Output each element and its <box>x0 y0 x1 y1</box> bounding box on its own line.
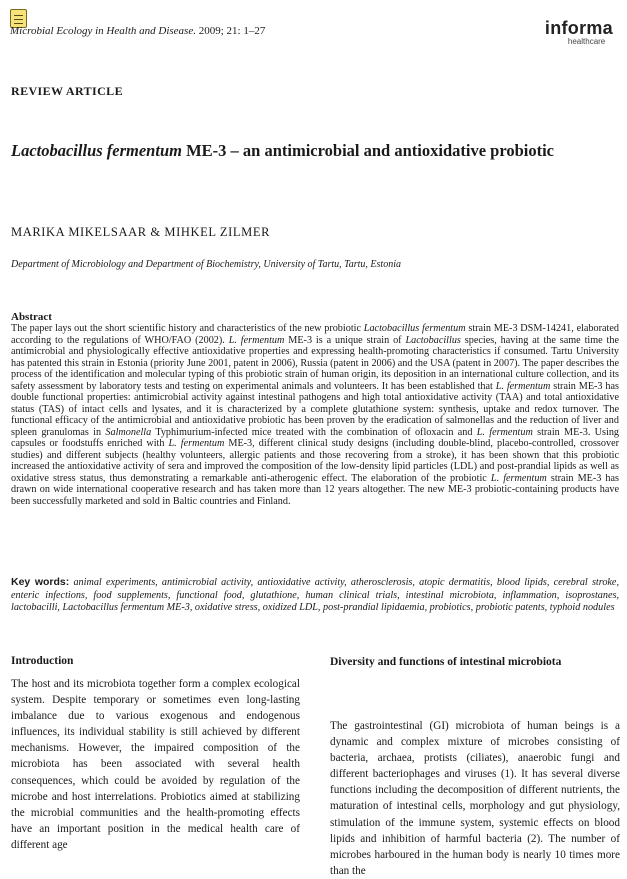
abstract-text: The paper lays out the short scientific history and characteristics of the new probiotic <box>11 323 364 334</box>
abstract-species: L. fermentum <box>476 426 533 438</box>
introduction-heading: Introduction <box>11 655 74 667</box>
authors: MARIKA MIKELSAAR & MIHKEL ZILMER <box>11 225 271 239</box>
abstract-text: ME-3 is a unique strain of <box>284 334 406 346</box>
abstract-species: L. fermentum <box>228 334 285 346</box>
abstract-species: Lactobacillus <box>405 334 461 346</box>
keywords-list: animal experiments, antimicrobial activity, antioxidative activity, atherosclerosis, atopic dermatitis, blood lipids, cerebral stroke, enteric infections, food supplements, functional food, glutathione, human clinical trials, intestinal microbiota, inflammation, isoprostanes, lactobacilli, Lactobacillus fermentum ME-3, oxidative stress, oxidized LDL, post-prandial lipidaemia, probiotics, probiotic patents, typhoid nodules <box>11 577 620 614</box>
title-text: ME-3 – an antimicrobial and antioxidative probiotic <box>181 141 555 160</box>
article-title <box>11 141 616 161</box>
journal-volume: 2009; 21: 1–27 <box>195 25 266 37</box>
abstract-species: Salmonella <box>105 426 152 438</box>
abstract-body <box>11 323 619 507</box>
journal-name: Microbial Ecology in Health and Disease. <box>10 25 196 37</box>
publisher-subtitle: healthcare <box>567 37 606 46</box>
abstract-heading: Abstract <box>11 311 52 323</box>
abstract-species: Lactobacillus fermentum <box>363 323 466 334</box>
abstract-species: L. fermentum <box>490 472 547 484</box>
abstract-text: strain ME-3 has drawn on wide international cooperative research and has taken more than 12 years altogether. The new ME-3 probiotic-containing products have been successfully marketed and sold in Baltic countries and Finland. <box>11 472 619 507</box>
abstract-text: strain ME-3 has double functional properties: antimicrobial activity against intestinal pathogens and high total antioxidative activity (TAA) and total antioxidative status (TAS) of intact cells and lysates, and it is characterized by a complete glutathione system: synthesis, uptake and redox turnover. The functional efficacy of the antimicrobial and antioxidative probiotic has been proven by the eradication of salmonellas and the reduction of liver and spleen granulomas in <box>11 380 619 438</box>
publisher-name: informa <box>544 18 613 38</box>
journal-citation <box>10 24 265 38</box>
title-species: Lactobacillus fermentum <box>11 141 182 160</box>
keywords-label: Key words: <box>11 576 70 588</box>
abstract-text: strain ME-3 DSM-14241, elaborated according to the regulations of WHO/FAO (2002). <box>11 323 619 346</box>
keywords <box>11 576 619 615</box>
diversity-text: The gastrointestinal (GI) microbiota of human beings is a dynamic and complex mixture of microbes consisting of bacteria, archaea, protists (ciliates), anaerobic fungi and different bacteriophages and viruses (1). It has several diverse functions including the decomposition of different nutrients, the maturation of intestinal cells, morphology and gut physiology, stimulation of the immune system, systemic effects on blood lipids and inhibition of harmful bacteria (2). The number of microbes harboured in the human body is nearly 10 times more than the <box>330 720 620 877</box>
diversity-heading: Diversity and functions of intestinal microbiota <box>330 656 562 668</box>
abstract-text: Typhimurium-infected mice treated with the combination of ofloxacin and <box>151 426 477 438</box>
section-label: REVIEW ARTICLE <box>11 84 123 98</box>
introduction-text: The host and its microbiota together form a complex ecological system. Despite temporary or sometimes even long-lasting imbalance due to various exogenous and endogenous influences, its individual stability is still achieved by different mechanisms. However, the impaired composition of the microbiota has been associated with several health consequences, which could be avoided by regulation of the microbe and host interrelations. Probiotics aimed at stabilizing the microbial communities and the health-promoting effects have an important position in the medical health care of different age <box>11 678 300 851</box>
abstract-species: L. fermentum <box>495 380 551 392</box>
publisher-logo <box>545 19 613 47</box>
abstract-species: L. fermentum <box>168 438 225 449</box>
abstract-text: ME-3, different clinical study designs (including double-blind, placebo-controlled, crossover studies) and different subjects (healthy volunteers, allergic patients and those recovering from a stroke), it has been shown that this probiotic increased the antioxidative activity of sera and improved the composition of the low-density lipid particles (LDL) and post-prandial lipids as well as oxidative stress status, thus demonstrating a remarkable anti-atherogenic effect. The elaboration of the probiotic <box>11 438 619 484</box>
affiliation: Department of Microbiology and Department of Biochemistry, University of Tartu, Tartu, Estonia <box>11 259 401 270</box>
abstract-text: strain ME-3. Using capsules or foodstuffs enriched with <box>11 426 620 449</box>
abstract-text: species, having at the same time the antimicrobial and physiologically effective antioxidative properties and expressing health-promoting characteristics if consumed. Tartu University has patented this strain in Estonia (priority June 2001, patent in 2006), Russia (patent in 2006) and the USA (patent in 2007). The paper describes the process of the identification and molecular typing of this probiotic strain of human origin, its deposition in an international culture collection, and its safety assessment by laboratory tests and testing on experimental animals and volunteers. It has been established that <box>11 334 619 392</box>
